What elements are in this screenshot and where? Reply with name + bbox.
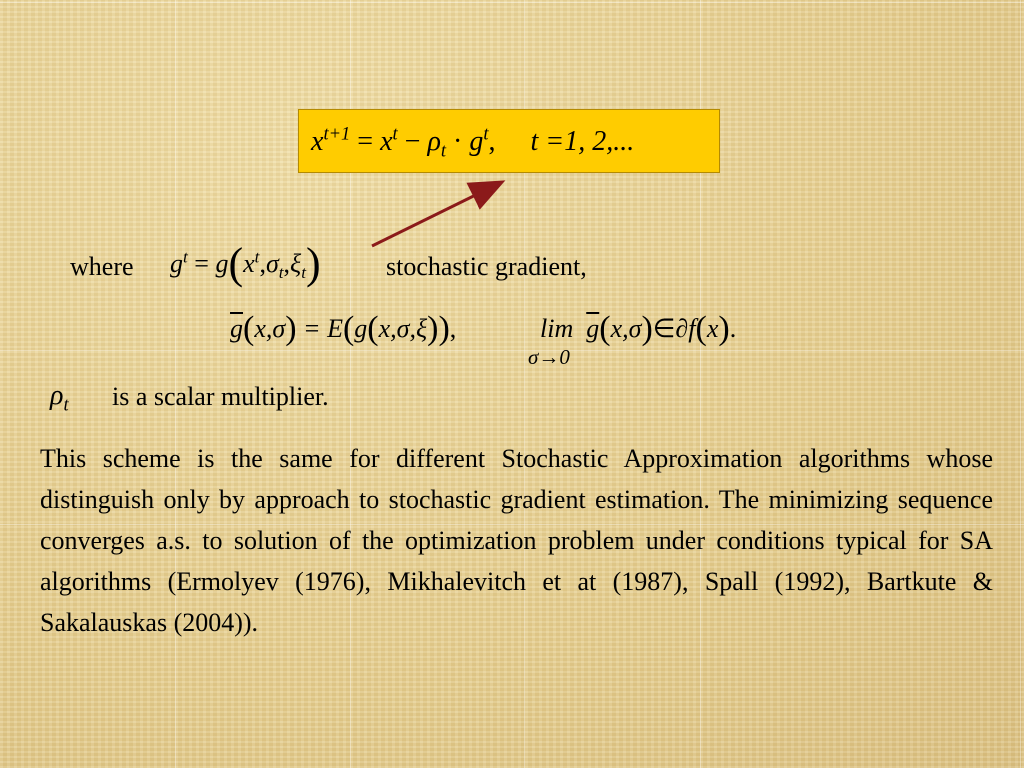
gradient-sigma: σ <box>265 249 279 278</box>
formula-equals: = <box>357 126 374 157</box>
gradient-subscript: t <box>301 263 306 283</box>
update-rule-formula <box>311 123 635 161</box>
left-paren: ( <box>243 310 255 347</box>
formula-g: g <box>469 126 484 157</box>
gradient-definition <box>170 238 321 289</box>
right-paren: ) <box>718 310 730 347</box>
limit-equation <box>540 310 736 348</box>
left-paren: ( <box>228 239 244 288</box>
rho-subscript: t <box>63 394 69 415</box>
left-paren: ( <box>342 310 355 347</box>
scalar-multiplier-text: is a scalar multiplier. <box>112 382 329 411</box>
expectation-equation <box>230 310 456 348</box>
limit-operator: lim <box>540 314 574 343</box>
right-paren: ) <box>305 239 321 288</box>
formula-superscript: t <box>392 123 398 144</box>
limit-subscript: σ→0 <box>528 345 570 369</box>
stochastic-gradient-label: stochastic gradient, <box>386 252 587 281</box>
limit-g-bar: $\overline{g}$ <box>586 314 600 343</box>
left-paren: ( <box>599 310 611 347</box>
gradient-superscript: t <box>254 247 260 267</box>
formula-rho: ρ <box>427 126 441 157</box>
gradient-comma: , <box>259 249 266 278</box>
description-paragraph <box>40 438 993 643</box>
formula-comma: , <box>488 126 496 157</box>
limit-x: x <box>706 314 719 343</box>
paragraph-text: This scheme is the same for different Stochastic Approximation algorithms whose distinguish only by approach to stochastic gradient estimation. The minimizing sequence converges a.s. to solution of the optimization problem under conditions typical for SA algorithms (Ermolyev (1976), Mikhalevitch et at (1987), Spall (1992), Bartkute & Sakalauskas (2004)). <box>40 444 993 637</box>
gradient-equals: = <box>194 249 209 278</box>
gradient-xi: ξ <box>290 249 302 278</box>
right-paren: ) <box>641 310 653 347</box>
pointer-arrow <box>372 183 500 246</box>
expectation-inner-g: g <box>354 314 368 343</box>
subdifferential: ∂f <box>675 314 696 343</box>
rho: ρ <box>50 380 64 411</box>
gradient-g: g <box>215 249 229 278</box>
gradient-subscript: t <box>278 263 284 283</box>
formula-superscript: t+1 <box>323 123 351 144</box>
formula-t-range: t =1, 2,... <box>530 126 635 157</box>
update-rule-formula-box <box>298 109 720 173</box>
background-grid-line <box>1020 0 1021 768</box>
left-paren: ( <box>367 310 379 347</box>
limit-args: x,σ <box>610 314 642 343</box>
right-paren: ) <box>427 310 439 347</box>
where-label: where <box>70 252 134 281</box>
background-grid-line <box>0 350 1024 351</box>
formula-superscript: t <box>483 123 489 144</box>
formula-x: x <box>311 126 324 157</box>
gradient-superscript: t <box>183 247 188 267</box>
expectation-args: x,σ <box>254 314 286 343</box>
expectation-comma: , <box>449 314 457 343</box>
gradient-comma: , <box>283 249 291 278</box>
limit-period: . <box>729 314 737 343</box>
element-of-symbol: ∈ <box>652 314 676 343</box>
right-paren: ) <box>438 310 450 347</box>
right-paren: ) <box>285 310 297 347</box>
expectation-operator: = E <box>303 314 343 343</box>
expectation-inner-args: x,σ,ξ <box>378 314 428 343</box>
formula-dot: · <box>453 126 463 157</box>
formula-minus: − <box>404 126 421 157</box>
left-paren: ( <box>695 310 707 347</box>
gradient-g: g <box>170 249 183 278</box>
rho-symbol <box>50 380 69 415</box>
gradient-x: x <box>243 249 255 278</box>
expectation-g-bar: $\overline{g}$ <box>230 314 243 343</box>
formula-x: x <box>380 126 393 157</box>
formula-subscript: t <box>440 140 447 161</box>
background-grid-line <box>0 2 1024 3</box>
